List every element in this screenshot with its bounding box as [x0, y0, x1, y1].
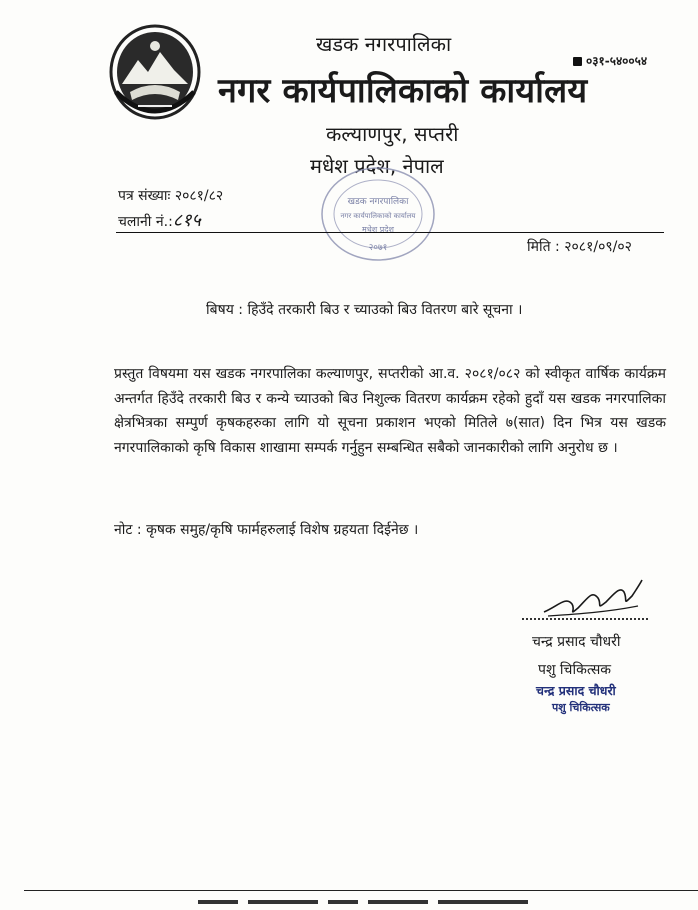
phone-number [573, 52, 647, 69]
footer-fragment [198, 900, 578, 910]
signatory-title: पशु चिकित्सक [538, 662, 612, 678]
stamp-text: खडक नगरपालिका [347, 197, 409, 207]
patra-label: पत्र संख्याः [118, 188, 171, 204]
phone-icon [573, 57, 582, 66]
stamp-place: मधेश प्रदेश [362, 225, 394, 234]
office-stamp-icon [318, 164, 438, 264]
chalani-value: ८१५ [172, 210, 201, 231]
signature-line [522, 618, 648, 620]
footer-rule [24, 890, 698, 891]
seal-title: पशु चिकित्सक [552, 701, 610, 714]
office-province: मधेश प्रदेश, नेपाल [310, 154, 444, 178]
patra-value: २०८१/८२ [174, 188, 224, 204]
office-name: नगर कार्यपालिकाको कार्यालय [218, 71, 588, 111]
municipality-name: खडक नगरपालिका [316, 32, 452, 56]
notice-body: प्रस्तुत विषयमा यस खडक नगरपालिका कल्याणपुर, सप्तरीको आ.व. २०८१/०८२ को स्वीकृत वार्षिक कार्यक्रम अन्तर्गत हिउँदे तरकारी बिउ र कन्ये च्याउको बिउ निशुल्क वितरण कार्यक्रम रहेको हुदाँ यस खडक नगरपालिका क्षेत्रभित्रका सम्पुर्ण कृषकहरुका लागि यो सूचना प्रकाशन भएको मितिले ७(सात) दिन भित्र यस खडक नगरपालिकाको कृषि विकास शाखामा सम्पर्क गर्नुहुन सम्बन्धित सबैको जानकारीको लागि अनुरोध छ । [114, 366, 666, 456]
chalani-number [118, 208, 201, 232]
signatory-name: चन्द्र प्रसाद चौधरी [532, 634, 621, 650]
stamp-sub: नगर कार्यपालिकाको कार्यालय [340, 212, 416, 220]
signature-icon [538, 576, 648, 620]
date [527, 237, 632, 256]
header-rule [116, 232, 664, 233]
stamp-year: २०७१ [368, 243, 388, 253]
date-value: २०८१/०९/०२ [564, 239, 632, 255]
note-line: नोट : कृषक समुह/कृषि फार्महरुलाई विशेष ग्रहयता दिईनेछ । [114, 522, 419, 538]
date-label: मिति : [527, 239, 560, 255]
office-place: कल्याणपुर, सप्तरी [326, 122, 459, 146]
patra-sankhya [118, 186, 223, 205]
phone-value: ०३१-५४००५४ [586, 54, 648, 68]
chalani-label: चलानी नं.: [118, 214, 173, 230]
seal-name: चन्द्र प्रसाद चौधरी [536, 683, 616, 698]
nepal-emblem-icon [108, 22, 202, 122]
subject-line: बिषय : हिउँदे तरकारी बिउ र च्याउको बिउ वितरण बारे सूचना । [206, 302, 523, 318]
